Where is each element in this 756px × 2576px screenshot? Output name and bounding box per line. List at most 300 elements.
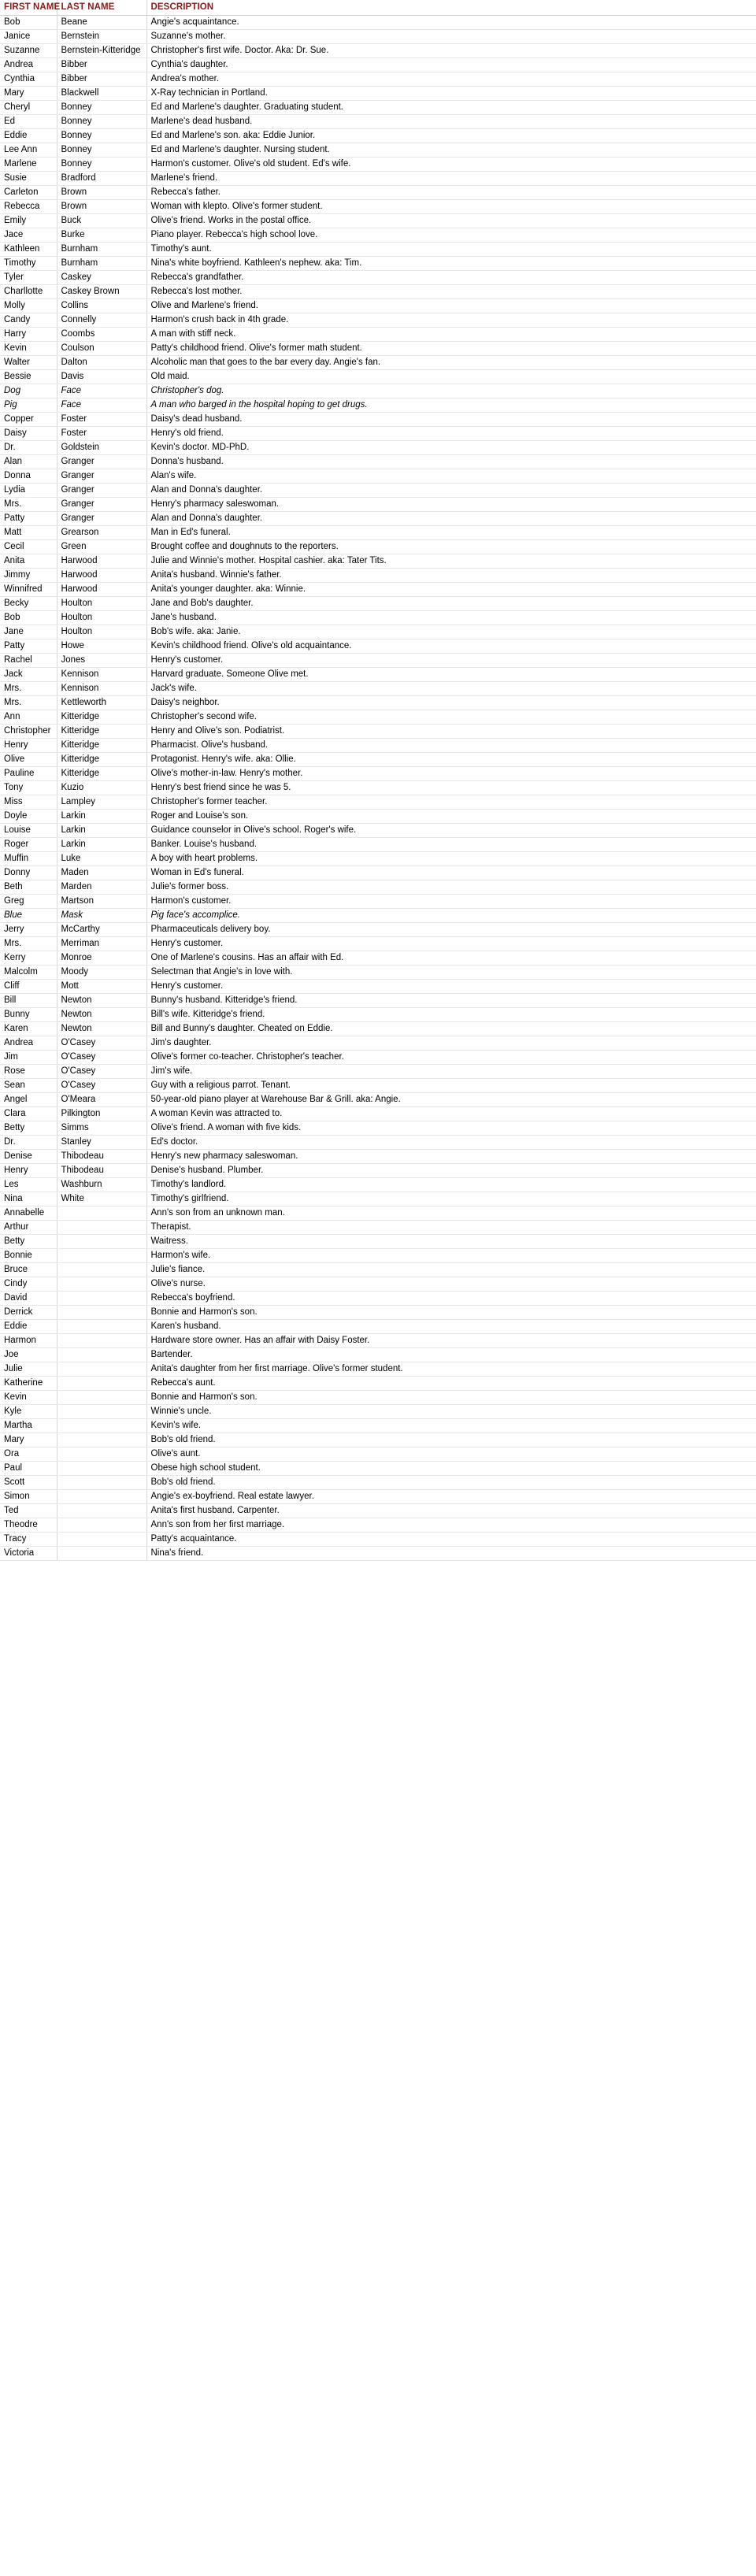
column-header-first-name[interactable]: FIRST NAME <box>0 0 57 16</box>
cell-description[interactable]: Suzanne's mother. <box>146 30 756 44</box>
table-row[interactable] <box>0 569 756 583</box>
cell-last-name[interactable]: Harwood <box>57 583 146 597</box>
cell-description[interactable]: Anita's younger daughter. aka: Winnie. <box>146 583 756 597</box>
table-row[interactable] <box>0 1093 756 1107</box>
cell-description[interactable]: Selectman that Angie's in love with. <box>146 966 756 980</box>
cell-first-name[interactable]: Joe <box>0 1348 57 1362</box>
cell-last-name[interactable]: Luke <box>57 852 146 866</box>
cell-first-name[interactable]: Emily <box>0 214 57 228</box>
table-row[interactable] <box>0 30 756 44</box>
table-row[interactable] <box>0 1306 756 1320</box>
cell-description[interactable]: Ed and Marlene's daughter. Graduating student. <box>146 101 756 115</box>
cell-first-name[interactable]: Rachel <box>0 654 57 668</box>
cell-last-name[interactable] <box>57 1433 146 1447</box>
table-row[interactable] <box>0 795 756 810</box>
cell-first-name[interactable]: Theodre <box>0 1518 57 1533</box>
cell-description[interactable]: Rebecca's aunt. <box>146 1377 756 1391</box>
cell-description[interactable]: Waitress. <box>146 1235 756 1249</box>
cell-description[interactable]: Bill's wife. Kitteridge's friend. <box>146 1008 756 1022</box>
cell-last-name[interactable]: Bonney <box>57 158 146 172</box>
table-row[interactable] <box>0 909 756 923</box>
table-row[interactable] <box>0 328 756 342</box>
cell-first-name[interactable]: Jim <box>0 1051 57 1065</box>
cell-first-name[interactable]: Paul <box>0 1462 57 1476</box>
cell-last-name[interactable]: Foster <box>57 413 146 427</box>
table-row[interactable] <box>0 880 756 895</box>
cell-first-name[interactable]: Andrea <box>0 1036 57 1051</box>
cell-first-name[interactable]: Mrs. <box>0 682 57 696</box>
cell-last-name[interactable]: Beane <box>57 16 146 30</box>
cell-first-name[interactable]: Denise <box>0 1150 57 1164</box>
cell-last-name[interactable]: Marden <box>57 880 146 895</box>
cell-last-name[interactable]: Face <box>57 398 146 413</box>
table-row[interactable] <box>0 1447 756 1462</box>
cell-last-name[interactable] <box>57 1391 146 1405</box>
cell-last-name[interactable] <box>57 1206 146 1221</box>
cell-description[interactable]: Christopher's second wife. <box>146 710 756 725</box>
cell-description[interactable]: Anita's first husband. Carpenter. <box>146 1504 756 1518</box>
cell-description[interactable]: Bob's wife. aka: Janie. <box>146 625 756 639</box>
cell-first-name[interactable]: Olive <box>0 753 57 767</box>
cell-first-name[interactable]: Mary <box>0 87 57 101</box>
table-row[interactable] <box>0 966 756 980</box>
cell-last-name[interactable]: Monroe <box>57 951 146 966</box>
cell-last-name[interactable]: Kennison <box>57 668 146 682</box>
cell-first-name[interactable]: Timothy <box>0 257 57 271</box>
cell-last-name[interactable] <box>57 1518 146 1533</box>
cell-first-name[interactable]: Patty <box>0 512 57 526</box>
table-row[interactable] <box>0 1277 756 1292</box>
cell-first-name[interactable]: Henry <box>0 739 57 753</box>
cell-description[interactable]: Harmon's wife. <box>146 1249 756 1263</box>
table-row[interactable] <box>0 540 756 554</box>
cell-first-name[interactable]: Malcolm <box>0 966 57 980</box>
cell-description[interactable]: Olive's friend. Works in the postal office. <box>146 214 756 228</box>
cell-description[interactable]: Nina's friend. <box>146 1547 756 1561</box>
table-row[interactable] <box>0 271 756 285</box>
cell-description[interactable]: Banker. Louise's husband. <box>146 838 756 852</box>
cell-description[interactable]: Obese high school student. <box>146 1462 756 1476</box>
cell-last-name[interactable]: Kitteridge <box>57 767 146 781</box>
cell-last-name[interactable]: Bibber <box>57 58 146 72</box>
cell-last-name[interactable]: Kuzio <box>57 781 146 795</box>
cell-description[interactable]: Bunny's husband. Kitteridge's friend. <box>146 994 756 1008</box>
cell-first-name[interactable]: Mrs. <box>0 937 57 951</box>
cell-description[interactable]: Pharmacist. Olive's husband. <box>146 739 756 753</box>
cell-first-name[interactable]: Tracy <box>0 1533 57 1547</box>
table-row[interactable] <box>0 16 756 30</box>
table-row[interactable] <box>0 484 756 498</box>
table-row[interactable] <box>0 1377 756 1391</box>
cell-last-name[interactable]: Mask <box>57 909 146 923</box>
cell-last-name[interactable]: O'Casey <box>57 1079 146 1093</box>
table-row[interactable] <box>0 1178 756 1192</box>
table-row[interactable] <box>0 994 756 1008</box>
cell-last-name[interactable] <box>57 1221 146 1235</box>
table-row[interactable] <box>0 654 756 668</box>
cell-last-name[interactable]: O'Casey <box>57 1036 146 1051</box>
cell-first-name[interactable]: Alan <box>0 455 57 469</box>
cell-description[interactable]: Marlene's friend. <box>146 172 756 186</box>
cell-first-name[interactable]: Winnifred <box>0 583 57 597</box>
cell-first-name[interactable]: Patty <box>0 639 57 654</box>
cell-last-name[interactable]: Burnham <box>57 257 146 271</box>
cell-first-name[interactable]: Kyle <box>0 1405 57 1419</box>
table-row[interactable] <box>0 739 756 753</box>
cell-description[interactable]: Bonnie and Harmon's son. <box>146 1306 756 1320</box>
cell-last-name[interactable] <box>57 1263 146 1277</box>
cell-last-name[interactable]: Granger <box>57 469 146 484</box>
cell-first-name[interactable]: Christopher <box>0 725 57 739</box>
cell-description[interactable]: A man with stiff neck. <box>146 328 756 342</box>
cell-first-name[interactable]: Arthur <box>0 1221 57 1235</box>
cell-description[interactable]: Jim's wife. <box>146 1065 756 1079</box>
cell-last-name[interactable]: Houlton <box>57 611 146 625</box>
cell-last-name[interactable] <box>57 1362 146 1377</box>
cell-description[interactable]: Patty's childhood friend. Olive's former math student. <box>146 342 756 356</box>
table-row[interactable] <box>0 427 756 441</box>
cell-last-name[interactable]: Bonney <box>57 115 146 129</box>
cell-last-name[interactable] <box>57 1419 146 1433</box>
table-row[interactable] <box>0 1136 756 1150</box>
table-row[interactable] <box>0 1504 756 1518</box>
cell-last-name[interactable]: Kitteridge <box>57 710 146 725</box>
table-row[interactable] <box>0 781 756 795</box>
cell-description[interactable]: One of Marlene's cousins. Has an affair with Ed. <box>146 951 756 966</box>
table-row[interactable] <box>0 1065 756 1079</box>
cell-last-name[interactable]: Larkin <box>57 810 146 824</box>
cell-first-name[interactable]: Eddie <box>0 1320 57 1334</box>
cell-first-name[interactable]: Miss <box>0 795 57 810</box>
cell-description[interactable]: Timothy's landlord. <box>146 1178 756 1192</box>
table-row[interactable] <box>0 923 756 937</box>
cell-last-name[interactable]: Bradford <box>57 172 146 186</box>
table-row[interactable] <box>0 1419 756 1433</box>
cell-last-name[interactable]: Newton <box>57 1008 146 1022</box>
cell-description[interactable]: Marlene's dead husband. <box>146 115 756 129</box>
cell-first-name[interactable]: Doyle <box>0 810 57 824</box>
table-row[interactable] <box>0 639 756 654</box>
cell-description[interactable]: Kevin's childhood friend. Olive's old acquaintance. <box>146 639 756 654</box>
cell-first-name[interactable]: Ted <box>0 1504 57 1518</box>
table-row[interactable] <box>0 44 756 58</box>
table-row[interactable] <box>0 441 756 455</box>
table-row[interactable] <box>0 1008 756 1022</box>
cell-last-name[interactable] <box>57 1334 146 1348</box>
table-row[interactable] <box>0 158 756 172</box>
cell-description[interactable]: Hardware store owner. Has an affair with Daisy Foster. <box>146 1334 756 1348</box>
column-header-last-name[interactable]: LAST NAME <box>57 0 146 16</box>
cell-description[interactable]: Protagonist. Henry's wife. aka: Ollie. <box>146 753 756 767</box>
table-row[interactable] <box>0 895 756 909</box>
table-row[interactable] <box>0 1249 756 1263</box>
cell-last-name[interactable]: Kitteridge <box>57 725 146 739</box>
cell-last-name[interactable]: Blackwell <box>57 87 146 101</box>
cell-description[interactable]: Julie's fiance. <box>146 1263 756 1277</box>
table-row[interactable] <box>0 115 756 129</box>
cell-last-name[interactable]: Kennison <box>57 682 146 696</box>
cell-first-name[interactable]: Dr. <box>0 441 57 455</box>
cell-last-name[interactable]: Maden <box>57 866 146 880</box>
cell-description[interactable]: Kevin's doctor. MD-PhD. <box>146 441 756 455</box>
table-row[interactable] <box>0 1547 756 1561</box>
cell-first-name[interactable]: Jimmy <box>0 569 57 583</box>
cell-last-name[interactable]: Houlton <box>57 597 146 611</box>
cell-first-name[interactable]: Lydia <box>0 484 57 498</box>
cell-description[interactable]: Ed and Marlene's son. aka: Eddie Junior. <box>146 129 756 143</box>
table-row[interactable] <box>0 1150 756 1164</box>
table-row[interactable] <box>0 498 756 512</box>
table-row[interactable] <box>0 1164 756 1178</box>
cell-last-name[interactable]: Brown <box>57 186 146 200</box>
cell-first-name[interactable]: Ann <box>0 710 57 725</box>
cell-last-name[interactable]: Moody <box>57 966 146 980</box>
cell-first-name[interactable]: Kevin <box>0 1391 57 1405</box>
cell-description[interactable]: Olive's former co-teacher. Christopher's teacher. <box>146 1051 756 1065</box>
cell-last-name[interactable]: Jones <box>57 654 146 668</box>
cell-first-name[interactable]: Annabelle <box>0 1206 57 1221</box>
cell-description[interactable]: Piano player. Rebecca's high school love. <box>146 228 756 243</box>
table-row[interactable] <box>0 1348 756 1362</box>
cell-first-name[interactable]: Lee Ann <box>0 143 57 158</box>
cell-last-name[interactable]: Goldstein <box>57 441 146 455</box>
cell-last-name[interactable]: Harwood <box>57 569 146 583</box>
cell-first-name[interactable]: Cliff <box>0 980 57 994</box>
table-row[interactable] <box>0 469 756 484</box>
cell-description[interactable]: Ann's son from an unknown man. <box>146 1206 756 1221</box>
cell-first-name[interactable]: Dr. <box>0 1136 57 1150</box>
cell-description[interactable]: Ann's son from her first marriage. <box>146 1518 756 1533</box>
cell-first-name[interactable]: Louise <box>0 824 57 838</box>
cell-first-name[interactable]: Henry <box>0 1164 57 1178</box>
cell-first-name[interactable]: Julie <box>0 1362 57 1377</box>
cell-description[interactable]: Winnie's uncle. <box>146 1405 756 1419</box>
cell-description[interactable]: Henry's new pharmacy saleswoman. <box>146 1150 756 1164</box>
table-row[interactable] <box>0 384 756 398</box>
cell-description[interactable]: X-Ray technician in Portland. <box>146 87 756 101</box>
cell-first-name[interactable]: Becky <box>0 597 57 611</box>
cell-description[interactable]: Alan's wife. <box>146 469 756 484</box>
cell-last-name[interactable]: Green <box>57 540 146 554</box>
table-row[interactable] <box>0 1433 756 1447</box>
cell-first-name[interactable]: Bruce <box>0 1263 57 1277</box>
cell-last-name[interactable]: Coulson <box>57 342 146 356</box>
table-row[interactable] <box>0 1490 756 1504</box>
table-row[interactable] <box>0 1121 756 1136</box>
cell-last-name[interactable]: Newton <box>57 1022 146 1036</box>
table-row[interactable] <box>0 87 756 101</box>
cell-last-name[interactable]: Bonney <box>57 129 146 143</box>
table-row[interactable] <box>0 1320 756 1334</box>
cell-first-name[interactable]: Betty <box>0 1235 57 1249</box>
cell-description[interactable]: Jane and Bob's daughter. <box>146 597 756 611</box>
cell-description[interactable]: Brought coffee and doughnuts to the reporters. <box>146 540 756 554</box>
cell-last-name[interactable]: Grearson <box>57 526 146 540</box>
cell-last-name[interactable]: Granger <box>57 484 146 498</box>
table-row[interactable] <box>0 597 756 611</box>
cell-last-name[interactable]: Caskey <box>57 271 146 285</box>
cell-last-name[interactable]: Pilkington <box>57 1107 146 1121</box>
cell-description[interactable]: Anita's daughter from her first marriage. Olive's former student. <box>146 1362 756 1377</box>
table-row[interactable] <box>0 1235 756 1249</box>
cell-description[interactable]: Andrea's mother. <box>146 72 756 87</box>
cell-first-name[interactable]: Daisy <box>0 427 57 441</box>
cell-description[interactable]: Henry's pharmacy saleswoman. <box>146 498 756 512</box>
cell-description[interactable]: Christopher's dog. <box>146 384 756 398</box>
table-row[interactable] <box>0 398 756 413</box>
table-row[interactable] <box>0 342 756 356</box>
cell-first-name[interactable]: Cecil <box>0 540 57 554</box>
table-row[interactable] <box>0 1362 756 1377</box>
cell-last-name[interactable] <box>57 1447 146 1462</box>
cell-first-name[interactable]: Kerry <box>0 951 57 966</box>
cell-last-name[interactable]: Brown <box>57 200 146 214</box>
cell-last-name[interactable]: Burnham <box>57 243 146 257</box>
table-row[interactable] <box>0 526 756 540</box>
cell-first-name[interactable]: Janice <box>0 30 57 44</box>
cell-first-name[interactable]: Susie <box>0 172 57 186</box>
cell-last-name[interactable]: Thibodeau <box>57 1164 146 1178</box>
cell-description[interactable]: Timothy's aunt. <box>146 243 756 257</box>
cell-last-name[interactable] <box>57 1306 146 1320</box>
table-row[interactable] <box>0 129 756 143</box>
cell-description[interactable]: Rebecca's father. <box>146 186 756 200</box>
cell-last-name[interactable] <box>57 1504 146 1518</box>
cell-last-name[interactable]: Bernstein <box>57 30 146 44</box>
cell-first-name[interactable]: Cindy <box>0 1277 57 1292</box>
cell-description[interactable]: Angie's ex-boyfriend. Real estate lawyer. <box>146 1490 756 1504</box>
cell-last-name[interactable]: Harwood <box>57 554 146 569</box>
cell-first-name[interactable]: Blue <box>0 909 57 923</box>
cell-first-name[interactable]: Mrs. <box>0 696 57 710</box>
cell-description[interactable]: Karen's husband. <box>146 1320 756 1334</box>
cell-description[interactable]: Bill and Bunny's daughter. Cheated on Eddie. <box>146 1022 756 1036</box>
table-row[interactable] <box>0 1476 756 1490</box>
table-row[interactable] <box>0 824 756 838</box>
cell-description[interactable]: Harmon's crush back in 4th grade. <box>146 313 756 328</box>
cell-last-name[interactable]: Kitteridge <box>57 739 146 753</box>
table-row[interactable] <box>0 1518 756 1533</box>
cell-last-name[interactable] <box>57 1320 146 1334</box>
table-row[interactable] <box>0 455 756 469</box>
cell-description[interactable]: Ed and Marlene's daughter. Nursing student. <box>146 143 756 158</box>
cell-first-name[interactable]: Candy <box>0 313 57 328</box>
table-row[interactable] <box>0 1462 756 1476</box>
table-row[interactable] <box>0 243 756 257</box>
cell-first-name[interactable]: Bill <box>0 994 57 1008</box>
cell-first-name[interactable]: Jace <box>0 228 57 243</box>
cell-first-name[interactable]: Kevin <box>0 342 57 356</box>
cell-last-name[interactable]: O'Meara <box>57 1093 146 1107</box>
cell-last-name[interactable]: Houlton <box>57 625 146 639</box>
cell-description[interactable]: Olive's nurse. <box>146 1277 756 1292</box>
cell-first-name[interactable]: Muffin <box>0 852 57 866</box>
cell-first-name[interactable]: Bonnie <box>0 1249 57 1263</box>
cell-description[interactable]: A woman Kevin was attracted to. <box>146 1107 756 1121</box>
cell-description[interactable]: Roger and Louise's son. <box>146 810 756 824</box>
cell-last-name[interactable]: Collins <box>57 299 146 313</box>
table-row[interactable] <box>0 583 756 597</box>
cell-last-name[interactable] <box>57 1490 146 1504</box>
cell-description[interactable]: Christopher's first wife. Doctor. Aka: Dr. Sue. <box>146 44 756 58</box>
table-row[interactable] <box>0 214 756 228</box>
cell-last-name[interactable] <box>57 1547 146 1561</box>
cell-description[interactable]: Olive's aunt. <box>146 1447 756 1462</box>
cell-last-name[interactable]: Bibber <box>57 72 146 87</box>
cell-last-name[interactable]: Caskey Brown <box>57 285 146 299</box>
cell-description[interactable]: Jack's wife. <box>146 682 756 696</box>
cell-first-name[interactable]: Angel <box>0 1093 57 1107</box>
cell-last-name[interactable]: Simms <box>57 1121 146 1136</box>
cell-description[interactable]: Kevin's wife. <box>146 1419 756 1433</box>
cell-first-name[interactable]: Karen <box>0 1022 57 1036</box>
cell-description[interactable]: Pharmaceuticals delivery boy. <box>146 923 756 937</box>
cell-description[interactable]: Alan and Donna's daughter. <box>146 484 756 498</box>
cell-last-name[interactable] <box>57 1462 146 1476</box>
cell-first-name[interactable]: Mary <box>0 1433 57 1447</box>
cell-last-name[interactable]: McCarthy <box>57 923 146 937</box>
table-row[interactable] <box>0 810 756 824</box>
cell-description[interactable]: Therapist. <box>146 1221 756 1235</box>
table-row[interactable] <box>0 101 756 115</box>
table-row[interactable] <box>0 172 756 186</box>
cell-first-name[interactable]: Jane <box>0 625 57 639</box>
cell-description[interactable]: Bob's old friend. <box>146 1433 756 1447</box>
cell-first-name[interactable]: Walter <box>0 356 57 370</box>
cell-last-name[interactable]: Mott <box>57 980 146 994</box>
table-row[interactable] <box>0 1263 756 1277</box>
cell-first-name[interactable]: Tyler <box>0 271 57 285</box>
cell-last-name[interactable] <box>57 1292 146 1306</box>
cell-first-name[interactable]: Pig <box>0 398 57 413</box>
cell-first-name[interactable]: Dog <box>0 384 57 398</box>
table-row[interactable] <box>0 512 756 526</box>
cell-last-name[interactable]: Martson <box>57 895 146 909</box>
cell-last-name[interactable]: Granger <box>57 512 146 526</box>
cell-first-name[interactable]: Betty <box>0 1121 57 1136</box>
cell-description[interactable]: Old maid. <box>146 370 756 384</box>
cell-description[interactable]: Guy with a religious parrot. Tenant. <box>146 1079 756 1093</box>
cell-last-name[interactable] <box>57 1249 146 1263</box>
cell-first-name[interactable]: Molly <box>0 299 57 313</box>
cell-first-name[interactable]: Harry <box>0 328 57 342</box>
cell-last-name[interactable]: Dalton <box>57 356 146 370</box>
cell-last-name[interactable]: White <box>57 1192 146 1206</box>
table-row[interactable] <box>0 625 756 639</box>
cell-description[interactable]: Pig face's accomplice. <box>146 909 756 923</box>
cell-first-name[interactable]: Scott <box>0 1476 57 1490</box>
cell-description[interactable]: Olive's mother-in-law. Henry's mother. <box>146 767 756 781</box>
cell-description[interactable]: Olive and Marlene's friend. <box>146 299 756 313</box>
cell-last-name[interactable]: Howe <box>57 639 146 654</box>
table-row[interactable] <box>0 1107 756 1121</box>
cell-description[interactable]: Daisy's dead husband. <box>146 413 756 427</box>
cell-description[interactable]: Daisy's neighbor. <box>146 696 756 710</box>
table-row[interactable] <box>0 370 756 384</box>
table-row[interactable] <box>0 611 756 625</box>
cell-last-name[interactable]: Washburn <box>57 1178 146 1192</box>
table-row[interactable] <box>0 1051 756 1065</box>
cell-last-name[interactable] <box>57 1533 146 1547</box>
table-row[interactable] <box>0 356 756 370</box>
cell-description[interactable]: Christopher's former teacher. <box>146 795 756 810</box>
cell-last-name[interactable] <box>57 1348 146 1362</box>
table-row[interactable] <box>0 1405 756 1419</box>
cell-first-name[interactable]: David <box>0 1292 57 1306</box>
table-row[interactable] <box>0 228 756 243</box>
cell-description[interactable]: Woman in Ed's funeral. <box>146 866 756 880</box>
cell-last-name[interactable]: Foster <box>57 427 146 441</box>
